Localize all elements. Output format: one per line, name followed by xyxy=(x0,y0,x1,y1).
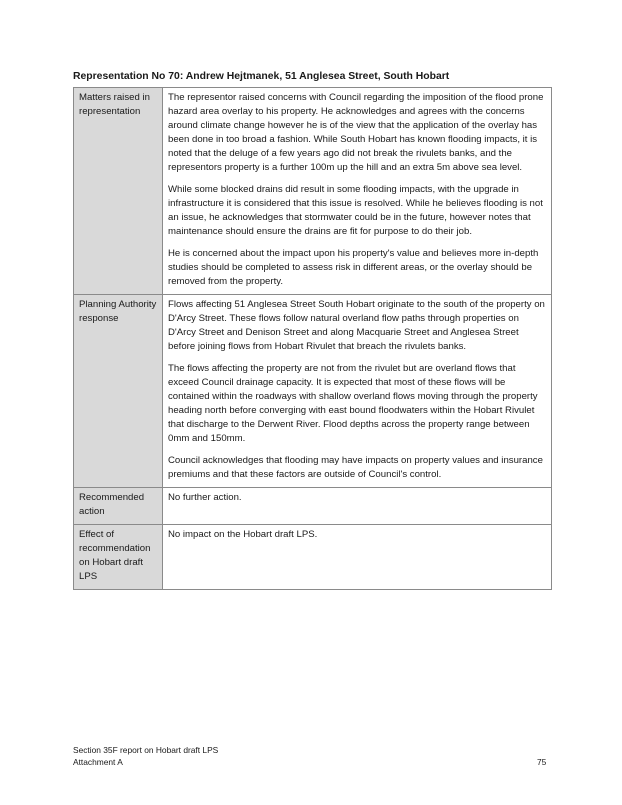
row-content-response xyxy=(163,295,552,488)
representation-table xyxy=(73,87,552,590)
page-footer xyxy=(73,744,218,768)
footer-attachment: Attachment A xyxy=(73,757,123,767)
page-number: 75 xyxy=(537,757,547,767)
table-row xyxy=(74,295,552,488)
row-label-response: Planning Authority response xyxy=(74,295,163,488)
row-content-matters xyxy=(163,88,552,295)
footer-report-title: Section 35F report on Hobart draft LPS xyxy=(73,745,219,755)
paragraph: Flows affecting 51 Anglesea Street South Hobart originate to the south of the property on D'Arcy Street. These flows follow natural overland flow paths through properties on D'Arcy Street and Denison Street and along Macquarie Street and Anglesea Street before joining flows from Hobart Rivulet that breach the rivulets banks. xyxy=(168,299,545,352)
row-label-recommended-action: Recommended action xyxy=(74,488,163,525)
table-row xyxy=(74,525,552,590)
paragraph: No further action. xyxy=(168,492,242,503)
paragraph: He is concerned about the impact upon his property's value and believes more in-depth studies should be completed to assess risk in different areas, or the overlay should be removed from the property. xyxy=(168,248,539,287)
paragraph: Council acknowledges that flooding may have impacts on property values and insurance premiums and that these factors are outside of Council's control. xyxy=(168,455,543,480)
table-row xyxy=(74,88,552,295)
table-row xyxy=(74,488,552,525)
row-content-recommended-action xyxy=(163,488,552,525)
row-label-matters: Matters raised in representation xyxy=(74,88,163,295)
row-label-effect: Effect of recommendation on Hobart draft LPS xyxy=(74,525,163,590)
paragraph: While some blocked drains did result in some flooding impacts, with the upgrade in infrastructure it is considered that this issue is resolved. While he believes flooding is not an issue, he acknowledges that stormwater could be in the future, however notes that maintenance should ensure the drains are fit for purpose to do their job. xyxy=(168,184,543,237)
row-content-effect xyxy=(163,525,552,590)
paragraph: The representor raised concerns with Council regarding the imposition of the flood prone hazard area overlay to his property. He acknowledges and agrees with the concerns around climate change however he is of the view that the application of the overlay has been done in too broad a fashion. While South Hobart has known flooding impacts, it is noted that the deluge of a few years ago did not break the rivulets banks, and the representors property is a further 100m up the hill and an extra 5m above sea level. xyxy=(168,92,544,173)
paragraph: No impact on the Hobart draft LPS. xyxy=(168,529,318,540)
paragraph: The flows affecting the property are not from the rivulet but are overland flows that exceed Council drainage capacity. It is expected that most of these flows will be contained within the roadways with shallow overland flows moving through the property heading north before converging with east bound floodwaters within the Hobart Rivulet that discharge to the Derwent River. Flood depths across the property range between 0mm and 150mm. xyxy=(168,363,538,444)
representation-heading: Representation No 70: Andrew Hejtmanek, 51 Anglesea Street, South Hobart xyxy=(73,71,450,82)
